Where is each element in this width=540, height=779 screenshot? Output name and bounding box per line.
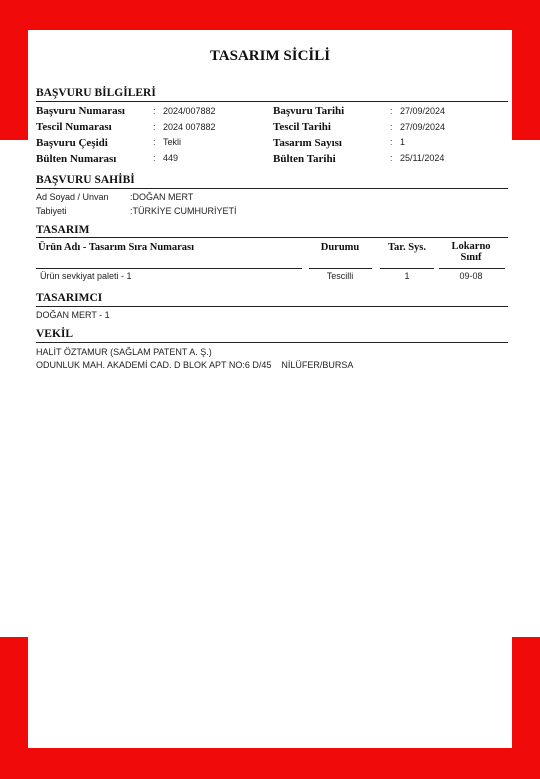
table-header-rule [309, 268, 372, 269]
field-value-bulten-tarihi: 25/11/2024 [400, 153, 445, 163]
field-label-bulten-tarihi: Bülten Tarihi [273, 153, 336, 165]
section-rule [36, 342, 508, 343]
table-header-tar-sys: Tar. Sys. [387, 242, 427, 253]
field-colon: : [153, 106, 156, 116]
section-rule [36, 101, 508, 102]
field-label-tescil-numarasi: Tescil Numarası [36, 121, 112, 133]
field-label-tescil-tarihi: Tescil Tarihi [273, 121, 331, 133]
section-rule [36, 306, 508, 307]
table-cell-durum: Tescilli [326, 271, 354, 281]
field-colon: : [390, 137, 393, 147]
table-header-rule [380, 268, 434, 269]
page-title: TASARIM SİCİLİ [209, 48, 331, 64]
vekil-address: ODUNLUK MAH. AKADEMİ CAD. D BLOK APT NO:6 D/45 NİLÜFER/BURSA [36, 360, 354, 370]
frame-right-bottom [512, 637, 540, 779]
table-header-durum: Durumu [320, 242, 360, 253]
field-colon: : [390, 122, 393, 132]
field-colon: : [153, 122, 156, 132]
field-colon: : [153, 153, 156, 163]
frame-right-top [512, 0, 540, 140]
frame-top [0, 0, 540, 30]
section-vekil-header: VEKİL [36, 328, 74, 340]
vekil-name: HALİT ÖZTAMUR (SAĞLAM PATENT A. Ş.) [36, 347, 212, 357]
section-basvuru-bilgileri-header: BAŞVURU BİLGİLERİ [36, 87, 156, 99]
table-header-rule [36, 268, 302, 269]
field-value-basvuru-numarasi: 2024/007882 [163, 106, 216, 116]
field-value-tabiyeti: :TÜRKİYE CUMHURİYETİ [130, 206, 237, 216]
field-label-tabiyeti: Tabiyeti [36, 206, 67, 216]
section-basvuru-sahibi-header: BAŞVURU SAHİBİ [36, 174, 135, 186]
table-cell-urun: Ürün sevkiyat paleti - 1 [40, 271, 132, 281]
field-value-tescil-numarasi: 2024 007882 [163, 122, 216, 132]
document-sheet [28, 30, 512, 748]
field-value-tescil-tarihi: 27/09/2024 [400, 122, 446, 132]
table-header-lokarno: Lokarno Sınıf [451, 241, 491, 263]
field-label-basvuru-cesidi: Başvuru Çeşidi [36, 137, 108, 149]
frame-left-bottom [0, 637, 28, 779]
section-rule [36, 237, 508, 238]
field-label-tasarim-sayisi: Tasarım Sayısı [273, 137, 342, 149]
field-label-basvuru-numarasi: Başvuru Numarası [36, 105, 125, 117]
tasarimci-value: DOĞAN MERT - 1 [36, 310, 110, 320]
field-colon: : [390, 106, 393, 116]
table-cell-lokarno: 09-08 [459, 271, 483, 281]
field-value-tasarim-sayisi: 1 [400, 137, 406, 147]
field-value-ad-soyad: :DOĞAN MERT [130, 192, 194, 202]
section-tasarimci-header: TASARIMCI [36, 292, 103, 304]
field-value-basvuru-tarihi: 27/09/2024 [400, 106, 446, 116]
field-value-basvuru-cesidi: Tekli [163, 137, 182, 147]
field-colon: : [153, 137, 156, 147]
field-label-bulten-numarasi: Bülten Numarası [36, 153, 117, 165]
section-rule [36, 188, 508, 189]
field-colon: : [390, 153, 393, 163]
section-tasarim-header: TASARIM [36, 224, 90, 236]
frame-bottom [0, 748, 540, 779]
field-label-basvuru-tarihi: Başvuru Tarihi [273, 105, 345, 117]
table-cell-sayi: 1 [404, 271, 410, 281]
frame-left-top [0, 0, 28, 140]
field-value-bulten-numarasi: 449 [163, 153, 179, 163]
table-header-rule [439, 268, 505, 269]
field-label-ad-soyad: Ad Soyad / Unvan [36, 192, 109, 202]
table-header-urun: Ürün Adı - Tasarım Sıra Numarası [38, 242, 195, 253]
